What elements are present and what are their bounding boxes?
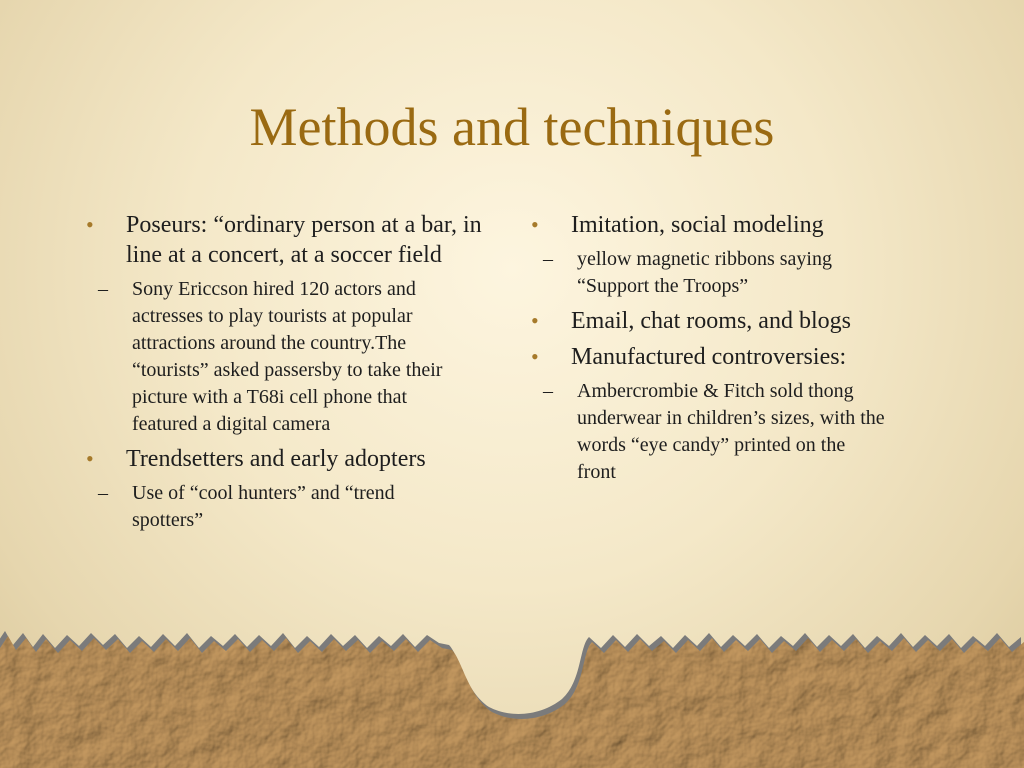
bullet-item bbox=[531, 342, 951, 372]
left-column bbox=[86, 210, 506, 540]
bullet-item bbox=[86, 444, 506, 474]
sub-item bbox=[86, 276, 454, 438]
bullet-icon: • bbox=[86, 212, 94, 237]
bullet-text: Manufactured controversies: bbox=[571, 344, 847, 370]
sub-text: Sony Ericcson hired 120 actors and actresses to play tourists at popular attractions around the country.The “tourists” asked passersby to take their picture with a T68i cell phone that featured a digital camera bbox=[132, 278, 443, 435]
crumpled-paper-border bbox=[0, 620, 1024, 768]
dash-icon: – bbox=[98, 482, 108, 504]
bullet-icon: • bbox=[531, 308, 539, 333]
bullet-icon: • bbox=[531, 212, 539, 237]
bullet-icon: • bbox=[86, 446, 94, 471]
right-column bbox=[531, 210, 951, 492]
bullet-text: Email, chat rooms, and blogs bbox=[571, 308, 851, 334]
bullet-item bbox=[531, 210, 951, 240]
sub-text: Ambercrombie & Fitch sold thong underwear in children’s sizes, with the words “eye candy” printed on the front bbox=[577, 380, 885, 483]
bullet-text: Imitation, social modeling bbox=[571, 212, 824, 238]
bullet-text: Poseurs: “ordinary person at a bar, in line at a concert, at a soccer field bbox=[126, 212, 482, 268]
bullet-icon: • bbox=[531, 344, 539, 369]
bullet-item bbox=[531, 306, 951, 336]
bullet-text: Trendsetters and early adopters bbox=[126, 446, 426, 472]
sub-item bbox=[531, 246, 887, 300]
dash-icon: – bbox=[543, 380, 553, 402]
paper-crumpled bbox=[0, 636, 1024, 768]
dash-icon: – bbox=[543, 248, 553, 270]
sub-text: yellow magnetic ribbons saying “Support the Troops” bbox=[577, 248, 832, 297]
sub-item bbox=[531, 378, 887, 486]
sub-text: Use of “cool hunters” and “trend spotters” bbox=[132, 482, 395, 531]
sub-item bbox=[86, 480, 454, 534]
slide-title: Methods and techniques bbox=[249, 97, 775, 157]
dash-icon: – bbox=[98, 278, 108, 300]
bullet-item bbox=[86, 210, 506, 270]
